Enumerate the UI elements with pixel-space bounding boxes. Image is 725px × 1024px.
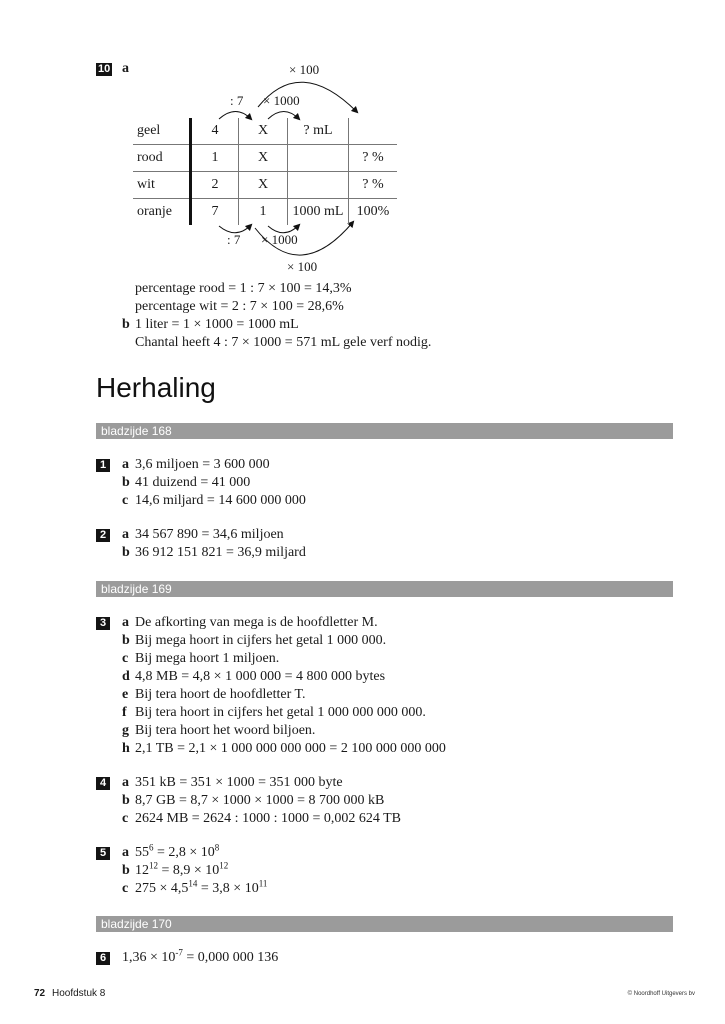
answer-line <box>122 792 384 810</box>
cell: X <box>239 145 288 172</box>
ratio-table <box>133 118 397 225</box>
answer-text: 41 duizend = 41 000 <box>135 475 251 490</box>
cell: 7 <box>191 199 239 226</box>
row-name: geel <box>137 123 161 138</box>
table-row <box>133 172 397 199</box>
answer-line <box>122 844 219 862</box>
exercise-number-badge: 3 <box>96 617 110 630</box>
answer-text: 2624 MB = 2624 : 1000 : 1000 = 0,002 624 TB <box>135 811 401 826</box>
answer-line <box>122 722 315 740</box>
answer-line <box>122 704 426 722</box>
table-row <box>133 118 397 145</box>
answer-line <box>122 668 385 686</box>
answer-line <box>122 810 401 828</box>
answer-text: 2,1 TB = 2,1 × 1 000 000 000 000 = 2 100 000 000 000 <box>135 741 446 756</box>
page-number: 72 <box>34 988 46 999</box>
answer-line <box>122 456 270 474</box>
cell: 1 <box>239 199 288 226</box>
answer-line <box>122 316 299 334</box>
bottom-mul100-label: × 100 <box>287 259 318 274</box>
exercise-number-badge: 1 <box>96 459 110 472</box>
cell: 4 <box>191 118 239 145</box>
answer-text: 8,7 GB = 8,7 × 1000 × 1000 = 8 700 000 kB <box>135 793 385 808</box>
part-label: c <box>122 881 129 896</box>
part-label: b <box>122 633 130 648</box>
page-bar: bladzijde 168 <box>96 423 673 439</box>
answer-text: De afkorting van mega is de hoofdletter M. <box>135 615 378 630</box>
math-base: 275 × 4,5 <box>135 881 189 896</box>
part-label: h <box>122 741 130 756</box>
part-label: a <box>122 527 129 542</box>
answer-line: Chantal heeft 4 : 7 × 1000 = 571 mL gele verf nodig. <box>135 335 432 350</box>
cell <box>288 145 349 172</box>
answer-line <box>122 526 284 544</box>
exercise-number-badge: 2 <box>96 529 110 542</box>
math-mid: = 8,9 × 10 <box>158 863 220 878</box>
answer-line <box>122 949 278 967</box>
part-label: g <box>122 723 129 738</box>
chapter-label: Hoofdstuk 8 <box>52 988 106 999</box>
answer-line <box>122 492 306 510</box>
answer-text: Bij tera hoort in cijfers het getal 1 000 000 000 000. <box>135 705 426 720</box>
part-label: a <box>122 775 129 790</box>
answer-text: 14,6 miljard = 14 600 000 000 <box>135 493 306 508</box>
exercise-number-badge: 10 <box>98 63 111 75</box>
cell: 1 <box>191 145 239 172</box>
top-mul1000-label: × 1000 <box>263 93 300 108</box>
answer-line <box>122 474 250 492</box>
math-mid: = 3,8 × 10 <box>197 881 259 896</box>
part-label: e <box>122 687 129 702</box>
part-label: b <box>122 793 130 808</box>
part-label: b <box>122 317 130 332</box>
part-label: c <box>122 811 129 826</box>
math-base: 1,36 × 10 <box>122 950 176 965</box>
answer-text: 36 912 151 821 = 36,9 miljard <box>135 545 306 560</box>
part-label: a <box>122 61 129 76</box>
answer-line <box>122 740 446 758</box>
cell <box>288 172 349 199</box>
math-mid: = 2,8 × 10 <box>153 845 215 860</box>
copyright: © Noordhoff Uitgevers bv <box>627 991 695 997</box>
answer-text: 351 kB = 351 × 1000 = 351 000 byte <box>135 775 343 790</box>
table-row <box>133 199 397 226</box>
bottom-div-label: : 7 <box>227 232 241 247</box>
exponent: 12 <box>219 860 229 871</box>
answer-text: 1 liter = 1 × 1000 = 1000 mL <box>135 317 299 332</box>
cell: X <box>239 172 288 199</box>
cell: ? % <box>349 172 398 199</box>
part-label: c <box>122 651 129 666</box>
exponent: 11 <box>258 878 268 889</box>
section-title: Herhaling <box>96 372 216 403</box>
row-name: wit <box>133 172 191 199</box>
table-row <box>133 145 397 172</box>
part-label: c <box>122 493 129 508</box>
answer-text: 3,6 miljoen = 3 600 000 <box>135 457 270 472</box>
exercise-number-badge: 4 <box>96 777 110 790</box>
part-label: a <box>122 845 129 860</box>
answer-text: 34 567 890 = 34,6 miljoen <box>135 527 284 542</box>
cell: 1000 mL <box>288 199 349 226</box>
page-bar: bladzijde 169 <box>96 581 673 597</box>
answer-line: percentage wit = 2 : 7 × 100 = 28,6% <box>135 299 344 314</box>
row-name: oranje <box>133 199 191 226</box>
bottom-mul1000-label: × 1000 <box>261 232 298 247</box>
answer-text: Bij tera hoort het woord biljoen. <box>135 723 316 738</box>
answer-line <box>122 650 279 668</box>
part-label: b <box>122 863 130 878</box>
cell: X <box>239 118 288 145</box>
top-div-label: : 7 <box>230 93 244 108</box>
cell: 2 <box>191 172 239 199</box>
page-bar: bladzijde 170 <box>96 916 673 932</box>
math-result: = 0,000 000 136 <box>182 950 279 965</box>
row-name: rood <box>133 145 191 172</box>
answer-line <box>122 614 378 632</box>
answer-line <box>122 686 306 704</box>
part-label: f <box>122 705 127 720</box>
answer-line: percentage rood = 1 : 7 × 100 = 14,3% <box>135 281 352 296</box>
answer-text: Bij tera hoort de hoofdletter T. <box>135 687 306 702</box>
part-label: d <box>122 669 130 684</box>
answer-line <box>122 544 306 562</box>
exercise-number-badge: 6 <box>96 952 110 965</box>
exponent: 14 <box>188 878 198 889</box>
part-label: a <box>122 457 129 472</box>
cell <box>349 118 398 145</box>
top-mul100-label: × 100 <box>289 62 320 77</box>
cell: ? % <box>349 145 398 172</box>
exponent: 8 <box>214 842 220 853</box>
exercise-number-badge: 5 <box>96 847 110 860</box>
part-label: b <box>122 475 130 490</box>
math-base: 55 <box>135 845 149 860</box>
answer-line <box>122 774 343 792</box>
exponent: 6 <box>149 842 154 853</box>
answer-text: 4,8 MB = 4,8 × 1 000 000 = 4 800 000 bytes <box>135 669 386 684</box>
cell: ? mL <box>288 118 349 145</box>
answer-line <box>122 862 228 880</box>
answer-line <box>122 880 267 898</box>
answer-text: Bij mega hoort in cijfers het getal 1 000 000. <box>135 633 387 648</box>
exponent: -7 <box>175 947 183 958</box>
part-label: b <box>122 545 130 560</box>
part-label: a <box>122 615 129 630</box>
answer-text: Bij mega hoort 1 miljoen. <box>135 651 280 666</box>
exponent: 12 <box>149 860 158 871</box>
math-base: 12 <box>135 863 149 878</box>
answer-line <box>122 632 386 650</box>
cell: 100% <box>349 199 398 226</box>
